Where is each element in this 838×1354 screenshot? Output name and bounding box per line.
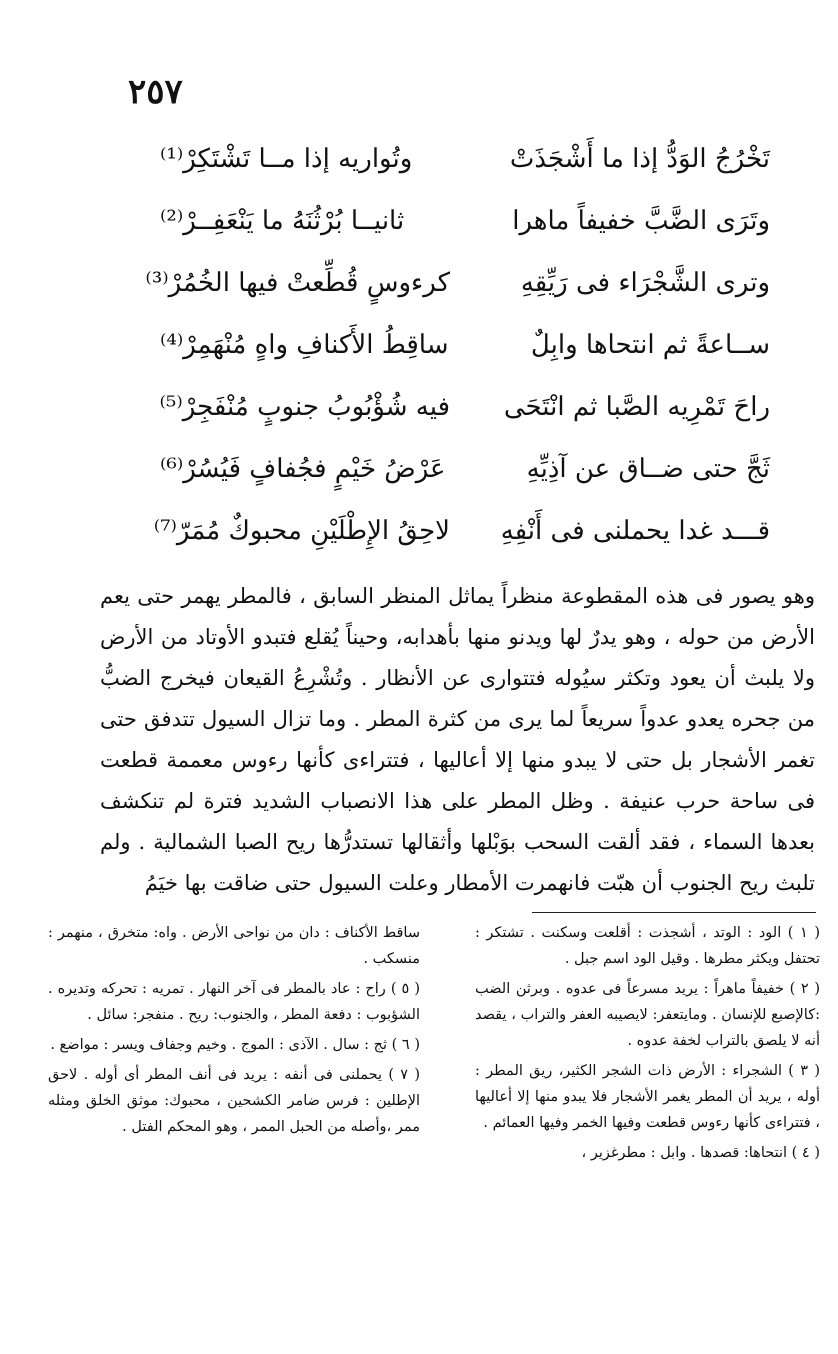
footnote: ( ٥ ) راح : عاد بالمطر فى آخر النهار . تمريه : تحركه وتديره . الشؤبوب : دفعة المطر ، والجنوب: ريح . منفجر: سائل . bbox=[48, 981, 420, 1023]
footnote: ( ٢ ) خفيفاً ماهراً : يريد مسرعاً فى عدوه . وبرثن الضب :كالإصبع للإنسان . ومايتعفر: لايصيبه العفر والتراب ، يقصد أنه لا يلصق بالتراب لخفة عدوه . bbox=[475, 981, 820, 1049]
verse-second-hemistich: ساقِطُ الأَكنافِ واهٍ مُنْهَمِرْ⁽⁴⁾ bbox=[160, 330, 449, 360]
page-number: ٢٥٧ bbox=[128, 72, 183, 112]
poem bbox=[145, 128, 770, 562]
footnote: ( ٣ ) الشجراء : الأرض ذات الشجر الكثير، ريق المطر : أوله ، يريد أن المطر يغمر الأشجار فلا يبدو منها إلا أعاليها ، فتتراءى كأنها رءوس قطعت وفيها الخمر وفيها العمائم . bbox=[475, 1063, 820, 1131]
footnote: ( ١ ) الود : الوتد ، أشجذت : أقلعت وسكنت . تشتكر : تحتفل ويكثر مطرها . وقيل الود اسم جبل . bbox=[475, 925, 820, 967]
verse-second-hemistich: كرءوسٍ قُطِّعتْ فيها الخُمُرْ⁽³⁾ bbox=[145, 268, 450, 298]
verse-second-hemistich: وتُواريه إذا مــا تَشْتَكِرْ⁽¹⁾ bbox=[160, 144, 413, 174]
verse-first-hemistich: راحَ تَمْرِيه الصَّبا ثم انْتَحَى bbox=[503, 392, 770, 422]
verse-first-hemistich: وتَرَى الضَّبَّ خفيفاً ماهرا bbox=[512, 206, 770, 236]
poem-verse bbox=[160, 376, 770, 438]
footnote: ( ٤ ) انتحاها: قصدها . وابل : مطرغزير ، bbox=[581, 1145, 820, 1161]
verse-second-hemistich: فيه شُؤْبُوبُ جنوبٍ مُنْفَجِرْ⁽⁵⁾ bbox=[159, 392, 450, 422]
verse-first-hemistich: وترى الشَّجْرَاء فى رَيِّقِهِ bbox=[520, 268, 770, 298]
verse-first-hemistich: ســاعةً ثم انتحاها وابِلٌ bbox=[530, 330, 770, 360]
verse-first-hemistich: قـــد غدا يحملنى فى أَنْفِهِ bbox=[500, 516, 770, 546]
verse-first-hemistich: تَخْرُجُ الوَدُّ إذا ما أَشْجَذَتْ bbox=[509, 144, 770, 174]
poem-verse bbox=[160, 314, 770, 376]
footnote: ساقط الأكناف : دان من نواحى الأرض . واه: متخرق ، منهمر : منسكب . bbox=[48, 925, 420, 967]
poem-verse bbox=[153, 500, 770, 562]
poem-verse bbox=[160, 438, 770, 500]
verse-first-hemistich: ثَجَّ حتى ضــاق عن آذِيِّهِ bbox=[526, 454, 770, 484]
poem-verse bbox=[160, 190, 770, 252]
footnotes bbox=[40, 920, 820, 1170]
poem-verse bbox=[145, 252, 770, 314]
footnote: ( ٦ ) ثج : سال . الآذى : الموج . وخيم وجفاف ويسر : مواضع . bbox=[50, 1037, 420, 1053]
footnote-divider bbox=[532, 912, 816, 913]
footnotes-left-column bbox=[40, 920, 420, 1170]
verse-second-hemistich: ثانيــا بُرْثُنَهُ ما يَنْعَفِــرْ⁽²⁾ bbox=[160, 206, 405, 236]
footnote: ( ٧ ) يحملنى فى أنفه : يريد فى أنف المطر أى أوله . لاحق الإطلين : فرس ضامر الكشحين ، محبوك: موثق الخلق ومثله ممر ،وأصله من الحبل الممر ، وهو المحكم الفتل . bbox=[48, 1067, 420, 1135]
verse-second-hemistich: عَرْضُ خَيْمٍ فجُفافٍ فَيُسُرْ⁽⁶⁾ bbox=[160, 454, 446, 484]
commentary-paragraph: وهو يصور فى هذه المقطوعة منظراً يماثل المنظر السابق ، فالمطر يهمر حتى يعم الأرض من حوله ، وهو يدرٌ لها ويدنو منها بأهدابه، وحيناً يُقلع فتبدو الأوتاد من الأرض ولا يلبث أن يعود وتكثر سيُوله فتتوارى عن الأنظار . وتُشْرِعُ القيعان فيخرج الضبُّ من جحره يعدو عدواً سريعاً لما يرى من كثرة المطر . وما تزال السيول تتدفق حتى تغمر الأشجار بل حتى لا يبدو منها إلا أعاليها ، فتتراءى كأنها رءوس معممة قطعت فى ساحة حرب عنيفة . وظل المطر على هذا الانصباب الشديد فترة لم تنكشف بعدها السماء ، فقد ألقت السحب بوَبْلها وأثقالها تستدرُّها ريح الصبا الشمالية . ولم تلبث ريح الجنوب أن هبّت فانهمرت الأمطار وعلت السيول حتى ضاقت بها خيَمُ bbox=[100, 584, 816, 895]
verse-second-hemistich: لاحِقُ الإِطْلَيْنِ محبوكٌ مُمَرّ⁽⁷⁾ bbox=[153, 516, 450, 546]
footnotes-right-column bbox=[475, 920, 820, 1170]
poem-verse bbox=[160, 128, 770, 190]
